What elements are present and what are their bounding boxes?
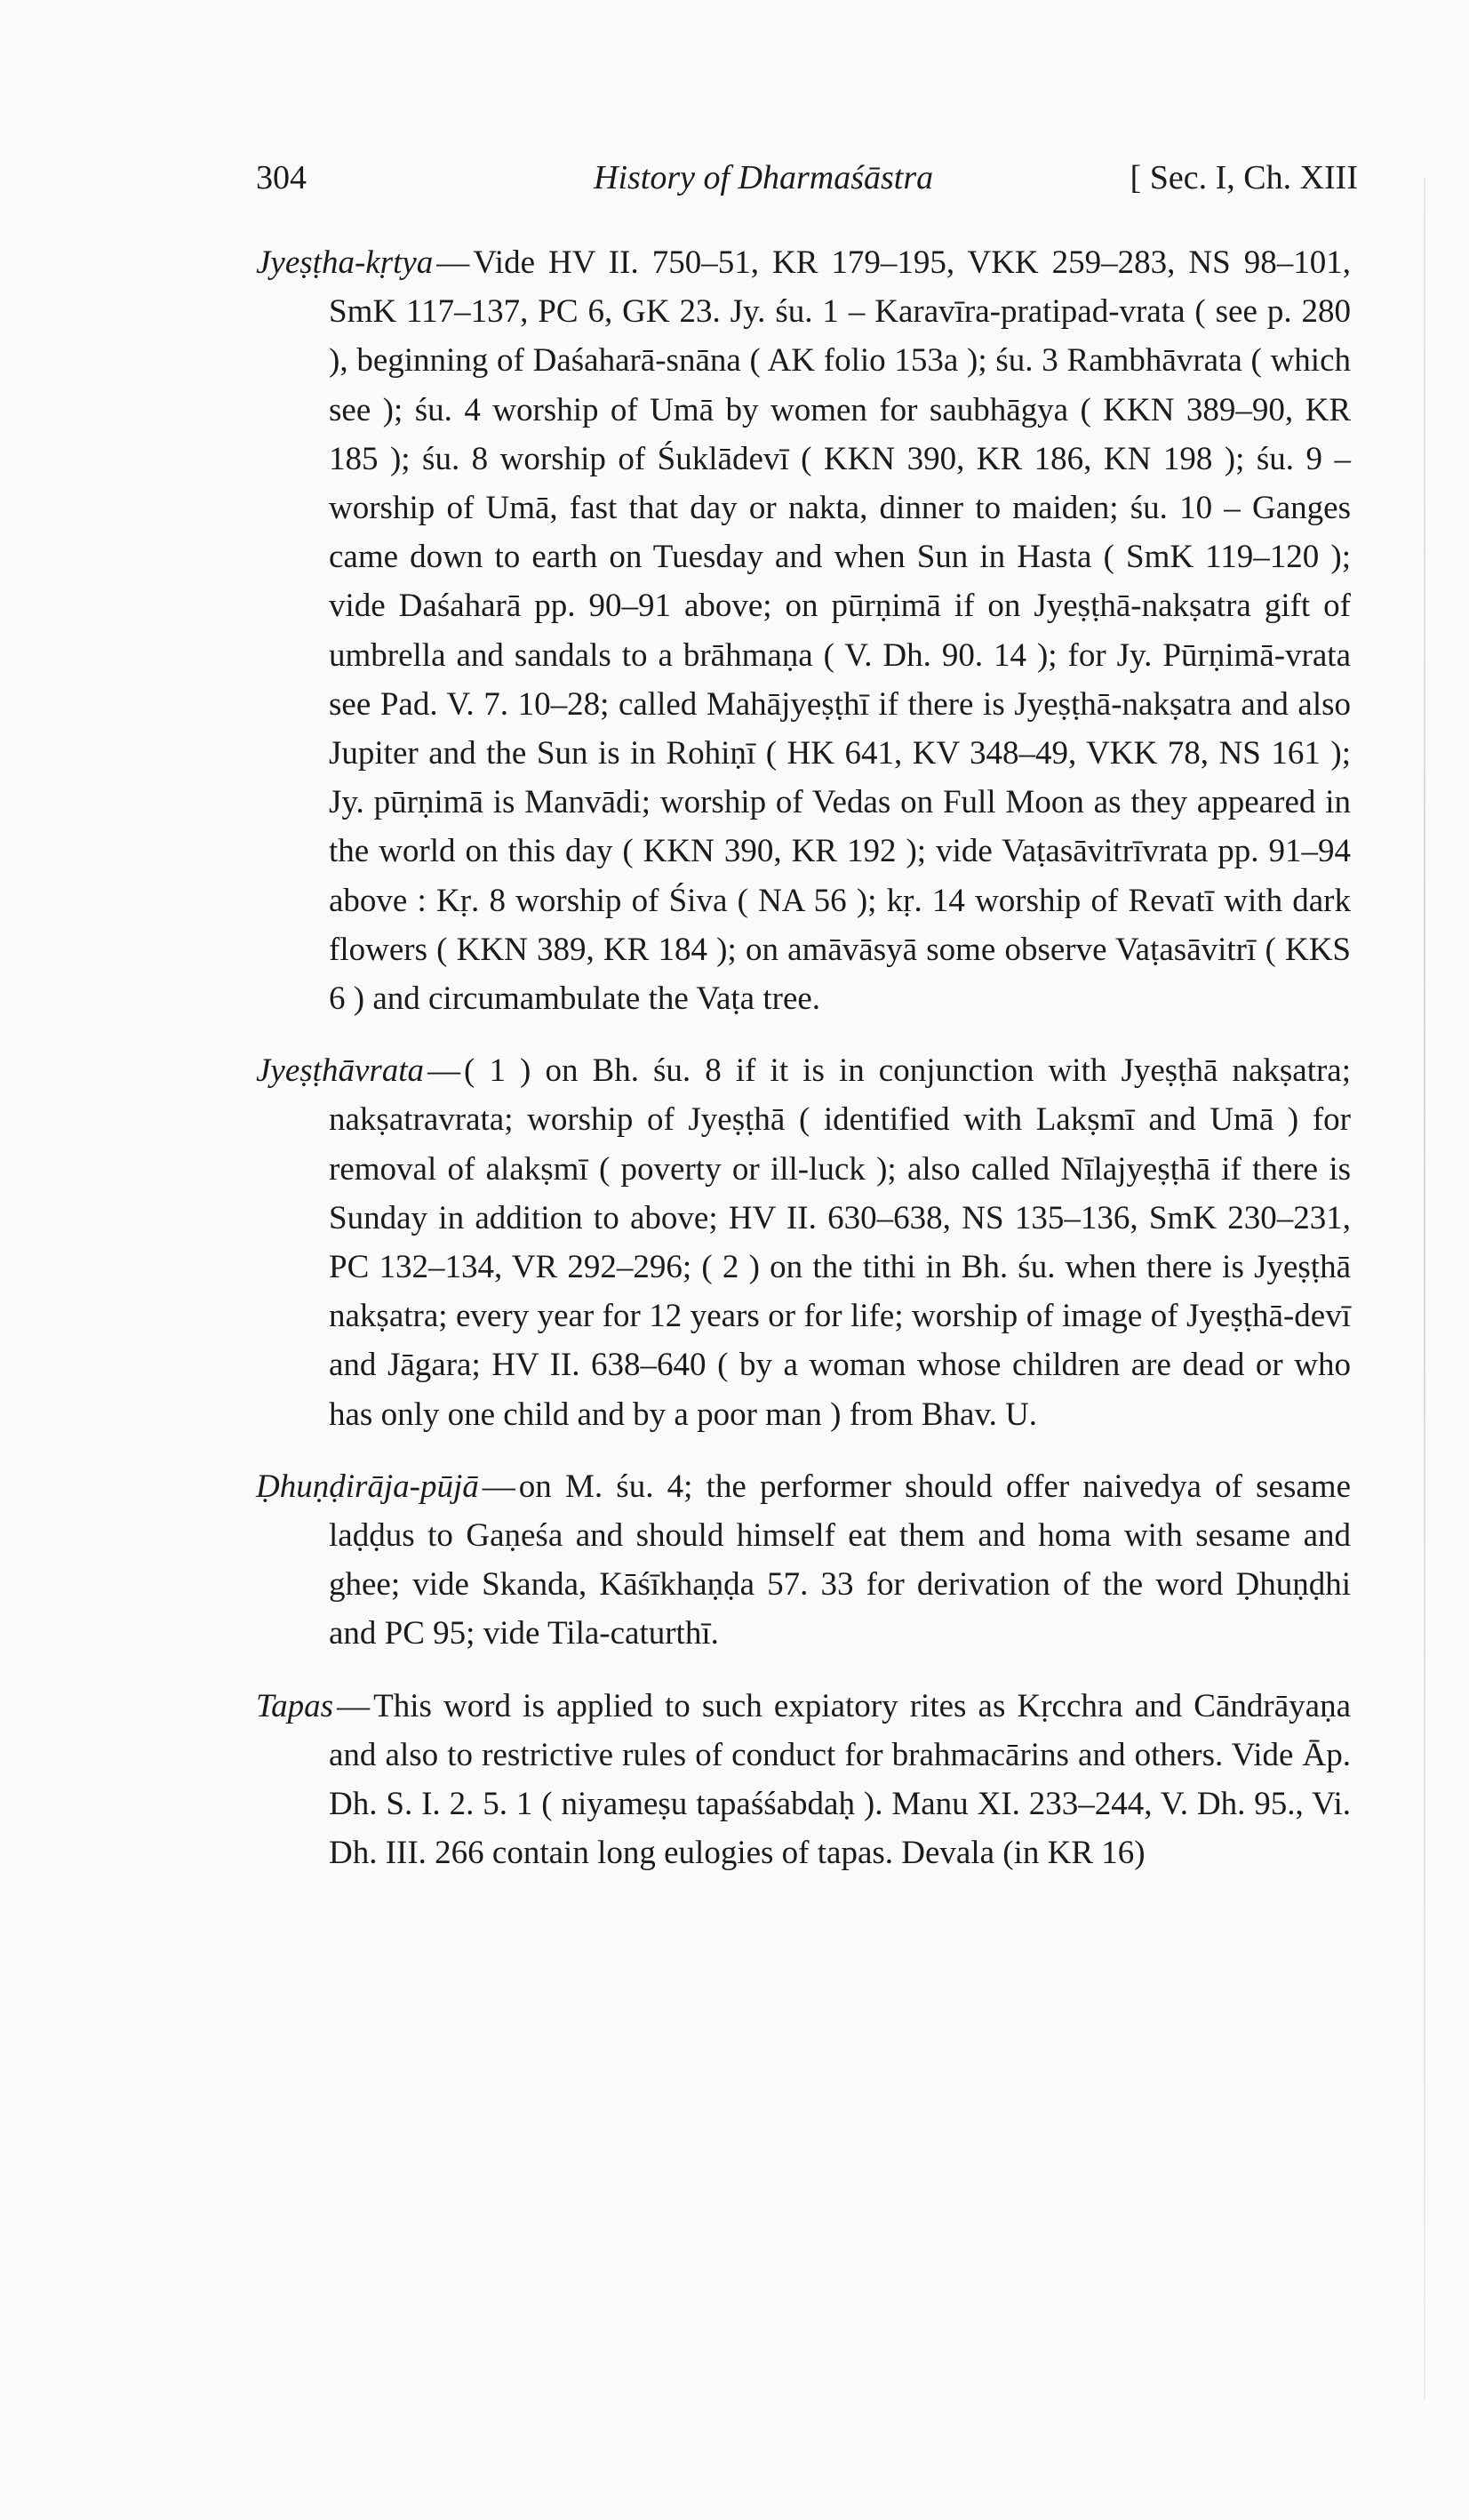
entry-term: Jyeṣṭha-kṛtya	[256, 244, 434, 281]
entry-dash: —	[436, 244, 470, 281]
entry-jyestha-krtya	[256, 238, 1351, 1023]
entry-text: This word is applied to such expiatory rites as Kṛcchra and Cāndrāyaṇa and also to restrictive rules of conduct for brahmacārins and others. Vide Āp. Dh. S. I. 2. 5. 1 ( niyameṣu tapaśśabdaḥ ). Manu XI. 233–244, V. Dh. 95., Vi. Dh. III. 266 contain long eulogies of tapas. Devala (in KR 16)	[329, 1687, 1351, 1872]
entry-term: Ḍhuṇḍirāja-pūjā	[256, 1468, 479, 1505]
entry-text: ( 1 ) on Bh. śu. 8 if it is in conjunction with Jyeṣṭhā nakṣatra; nakṣatravrata; worship of Jyeṣṭhā ( identified with Lakṣmī and Umā ) for removal of alakṣmī ( poverty or ill-luck ); also called Nīlajyeṣṭhā if there is Sunday in addition to above; HV II. 630–638, NS 135–136, SmK 230–231, PC 132–134, VR 292–296; ( 2 ) on the tithi in Bh. śu. when there is Jyeṣṭhā nakṣatra; every year for 12 years or for life; worship of image of Jyeṣṭhā-devī and Jāgara; HV II. 638–640 ( by a woman whose children are dead or who has only one child and by a poor man ) from Bhav. U.	[329, 1052, 1351, 1433]
entry-term: Tapas	[256, 1687, 334, 1724]
entry-dash: —	[482, 1468, 515, 1505]
entry-jyesthavrata	[256, 1046, 1351, 1439]
entry-paragraph	[256, 1682, 1351, 1878]
running-header	[256, 158, 1358, 212]
running-title: History of Dharmaśāstra	[594, 159, 934, 196]
glossary-entries	[256, 238, 1351, 1901]
entry-text: on M. śu. 4; the performer should offer naivedya of sesame laḍḍus to Gaṇeśa and should himself eat them and homa with sesame and ghee; vide Skanda, Kāśīkhaṇḍa 57. 33 for derivation of the word Ḍhuṇḍhi and PC 95; vide Tila-caturthī.	[329, 1468, 1351, 1652]
entry-dhundiraja-puja	[256, 1462, 1351, 1659]
scan-edge-line	[1424, 178, 1425, 2400]
entry-dash: —	[427, 1052, 461, 1090]
entry-dash: —	[337, 1687, 371, 1724]
page-number: 304	[256, 159, 307, 196]
entry-text: Vide HV II. 750–51, KR 179–195, VKK 259–283, NS 98–101, SmK 117–137, PC 6, GK 23. Jy. śu. 1 – Karavīra-pratipad-vrata ( see p. 280 ), beginning of Daśaharā-snāna ( AK folio 153a ); śu. 3 Rambhāvrata ( which see ); śu. 4 worship of Umā by women for saubhāgya ( KKN 389–90, KR 185 ); śu. 8 worship of Śuklādevī ( KKN 390, KR 186, KN 198 ); śu. 9 – worship of Umā, fast that day or nakta, dinner to maiden; śu. 10 – Ganges came down to earth on Tuesday and when Sun in Hasta ( SmK 119–120 ); vide Daśaharā pp. 90–91 above; on pūrṇimā if on Jyeṣṭhā-nakṣatra gift of umbrella and sandals to a brāhmaṇa ( V. Dh. 90. 14 ); for Jy. Pūrṇimā-vrata see Pad. V. 7. 10–28; called Mahājyeṣṭhī if there is Jyeṣṭhā-nakṣatra and also Jupiter and the Sun is in Rohiṇī ( HK 641, KV 348–49, VKK 78, NS 161 ); Jy. pūrṇimā is Manvādi; worship of Vedas on Full Moon as they appeared in the world on this day ( KKN 390, KR 192 ); vide Vaṭasāvitrīvrata pp. 91–94 above : Kṛ. 8 worship of Śiva ( NA 56 ); kṛ. 14 worship of Revatī with dark flowers ( KKN 389, KR 184 ); on amāvāsyā some observe Vaṭasāvitrī ( KKS 6 ) and circumambulate the Vaṭa tree.	[329, 244, 1351, 1018]
entry-paragraph	[256, 1046, 1351, 1439]
entry-paragraph	[256, 1462, 1351, 1659]
entry-tapas	[256, 1682, 1351, 1878]
entry-paragraph	[256, 238, 1351, 1023]
section-reference: [ Sec. I, Ch. XIII	[1130, 159, 1358, 196]
entry-term: Jyeṣṭhāvrata	[256, 1052, 425, 1090]
